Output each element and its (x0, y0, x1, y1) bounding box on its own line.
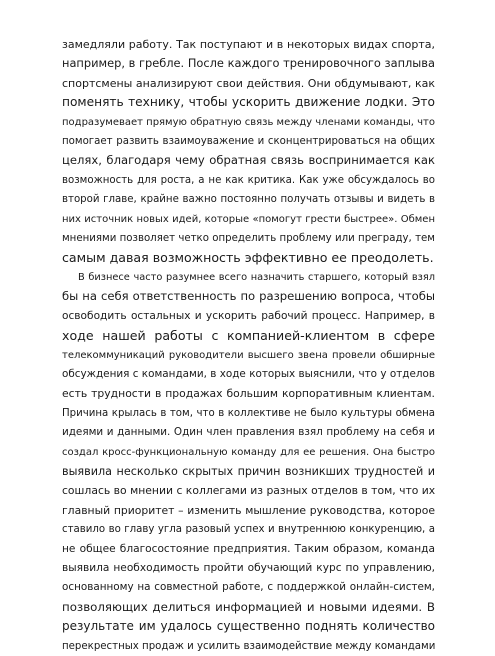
text-line: Причина крылась в том, что в коллективе не было культуры обмена (62, 407, 435, 419)
text-line: например, в гребле. После каждого тренировочного заплыва (62, 56, 435, 71)
text-line: замедляли работу. Так поступают и в некоторых видах спорта, (62, 38, 435, 51)
text-line: помогает развить взаимоуважение и сконцентрироваться на общих (62, 136, 435, 148)
text-line: обсуждения с командами, в ходе которых выяснили, что у отделов (62, 367, 435, 380)
text-line: самым давая возможность эффективно ее преодолеть. (62, 250, 434, 266)
text-line: телекоммуникаций руководители высшего звена провели обширные (62, 349, 435, 361)
paragraph-2 (62, 268, 435, 656)
text-line: второй главе, крайне важно постоянно получать отзывы и видеть в (62, 194, 435, 206)
text-line: В бизнесе часто разумнее всего назначить старшего, который взял (78, 271, 435, 283)
text-line: них источник новых идей, которые «помогут грести быстрее». Обмен (62, 213, 435, 225)
text-line: не общее благосостояние предприятия. Таким образом, команда (62, 542, 435, 555)
text-line: ставило во главу угла разовый успех и внутреннюю конкуренцию, а (62, 524, 435, 536)
text-line: позволяющих делиться информацией и новыми идеями. В (62, 599, 435, 614)
text-line: ходе нашей работы с компанией-клиентом в сфере (62, 328, 435, 344)
text-line: есть трудности в продажах большим корпоративным клиентам. (62, 387, 435, 401)
text-line: бы на себя ответственность по разрешению вопроса, чтобы (62, 289, 435, 304)
text-line: результате им удалось существенно поднять количество (62, 619, 435, 634)
text-line: поменять технику, чтобы ускорить движение лодки. Это (62, 95, 435, 110)
paragraph-1 (62, 35, 435, 268)
text-line: главный приоритет – изменить мышление руководства, которое (62, 503, 435, 517)
text-line: сошлась во мнении с коллегами из разных отделов в том, что их (62, 484, 435, 498)
text-line: перекрестных продаж и усилить взаимодействие между командами (62, 640, 435, 652)
text-line: основанному на совместной работе, с поддержкой онлайн-систем, (62, 581, 435, 594)
text-line: целях, благодаря чему обратная связь воспринимается как (62, 153, 435, 168)
text-line: освободить остальных и ускорить рабочий процесс. Например, в (62, 309, 435, 322)
text-line: идеями и данными. Один член правления взял проблему на себя и (62, 426, 435, 439)
text-line: мнениями позволяет четко определить проблему или преграду, тем (62, 233, 435, 245)
text-line: возможность для роста, а не как критика. Как уже обсуждалось во (62, 174, 435, 186)
text-line: спортсмены анализируют свои действия. Они обдумывают, как (62, 76, 435, 90)
text-line: выявила необходимость пройти обучающий курс по управлению, (62, 561, 435, 574)
text-line: выявила несколько скрытых причин возникших трудностей и (62, 464, 435, 478)
document-page (62, 35, 435, 656)
text-line: создал кросс-функциональную команду для ее решения. Она быстро (62, 446, 435, 458)
text-line: подразумевает прямую обратную связь между членами команды, что (62, 116, 435, 128)
